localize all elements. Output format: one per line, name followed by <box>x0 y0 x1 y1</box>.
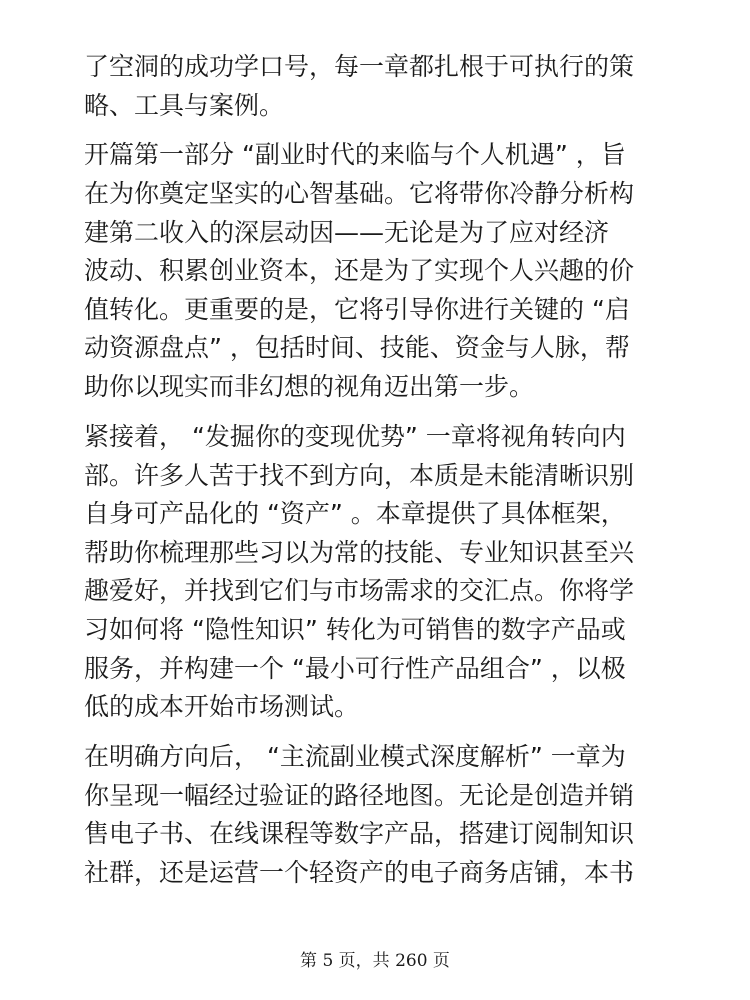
text-line: 略、工具与案例。 <box>84 90 285 120</box>
paragraph <box>84 418 684 727</box>
text-line: 助你以现实而非幻想的视角迈出第一步。 <box>84 372 535 402</box>
text-line: 紧接着， “发掘你的变现优势” 一章将视角转向内 <box>84 421 626 451</box>
text-line: 动资源盘点” ，包括时间、技能、资金与人脉，帮 <box>84 333 630 363</box>
text-line: 开篇第一部分 “副业时代的来临与个人机遇” ，旨 <box>84 140 626 170</box>
text-line: 服务，并构建一个 “最小可行性产品组合” ，以极 <box>84 653 626 683</box>
text-line: 值转化。更重要的是，它将引导你进行关键的 “启 <box>84 294 630 324</box>
text-line: 自身可产品化的 “资产” 。本章提供了具体框架， <box>84 499 626 529</box>
text-line: 了空洞的成功学口号，每一章都扎根于可执行的策 <box>84 52 635 81</box>
body-text <box>84 48 684 904</box>
text-line: 建第二收入的深层动因——无论是为了应对经济 <box>84 217 610 247</box>
text-line: 帮助你梳理那些习以为常的技能、专业知识甚至兴 <box>84 537 635 567</box>
paragraph <box>84 738 684 892</box>
text-line: 你呈现一幅经过验证的路径地图。无论是创造并销 <box>84 780 635 810</box>
text-line: 波动、积累创业资本，还是为了实现个人兴趣的价 <box>84 256 635 286</box>
text-line: 低的成本开始市场测试。 <box>84 692 360 722</box>
text-line: 趣爱好，并找到它们与市场需求的交汇点。你将学 <box>84 576 635 606</box>
text-line: 部。许多人苦于找不到方向，本质是未能清晰识别 <box>84 460 635 490</box>
text-line: 在明确方向后， “主流副业模式深度解析” 一章为 <box>84 741 626 771</box>
text-line: 习如何将 “隐性知识” 转化为可销售的数字产品或 <box>84 614 626 644</box>
paragraph <box>84 48 684 125</box>
page-number-footer: 第 5 页，共 260 页 <box>300 951 450 971</box>
text-line: 售电子书、在线课程等数字产品，搭建订阅制知识 <box>84 819 635 849</box>
text-line: 社群，还是运营一个轻资产的电子商务店铺，本书 <box>84 857 635 887</box>
paragraph <box>84 136 684 406</box>
text-line: 在为你奠定坚实的心智基础。它将带你冷静分析构 <box>84 179 635 209</box>
